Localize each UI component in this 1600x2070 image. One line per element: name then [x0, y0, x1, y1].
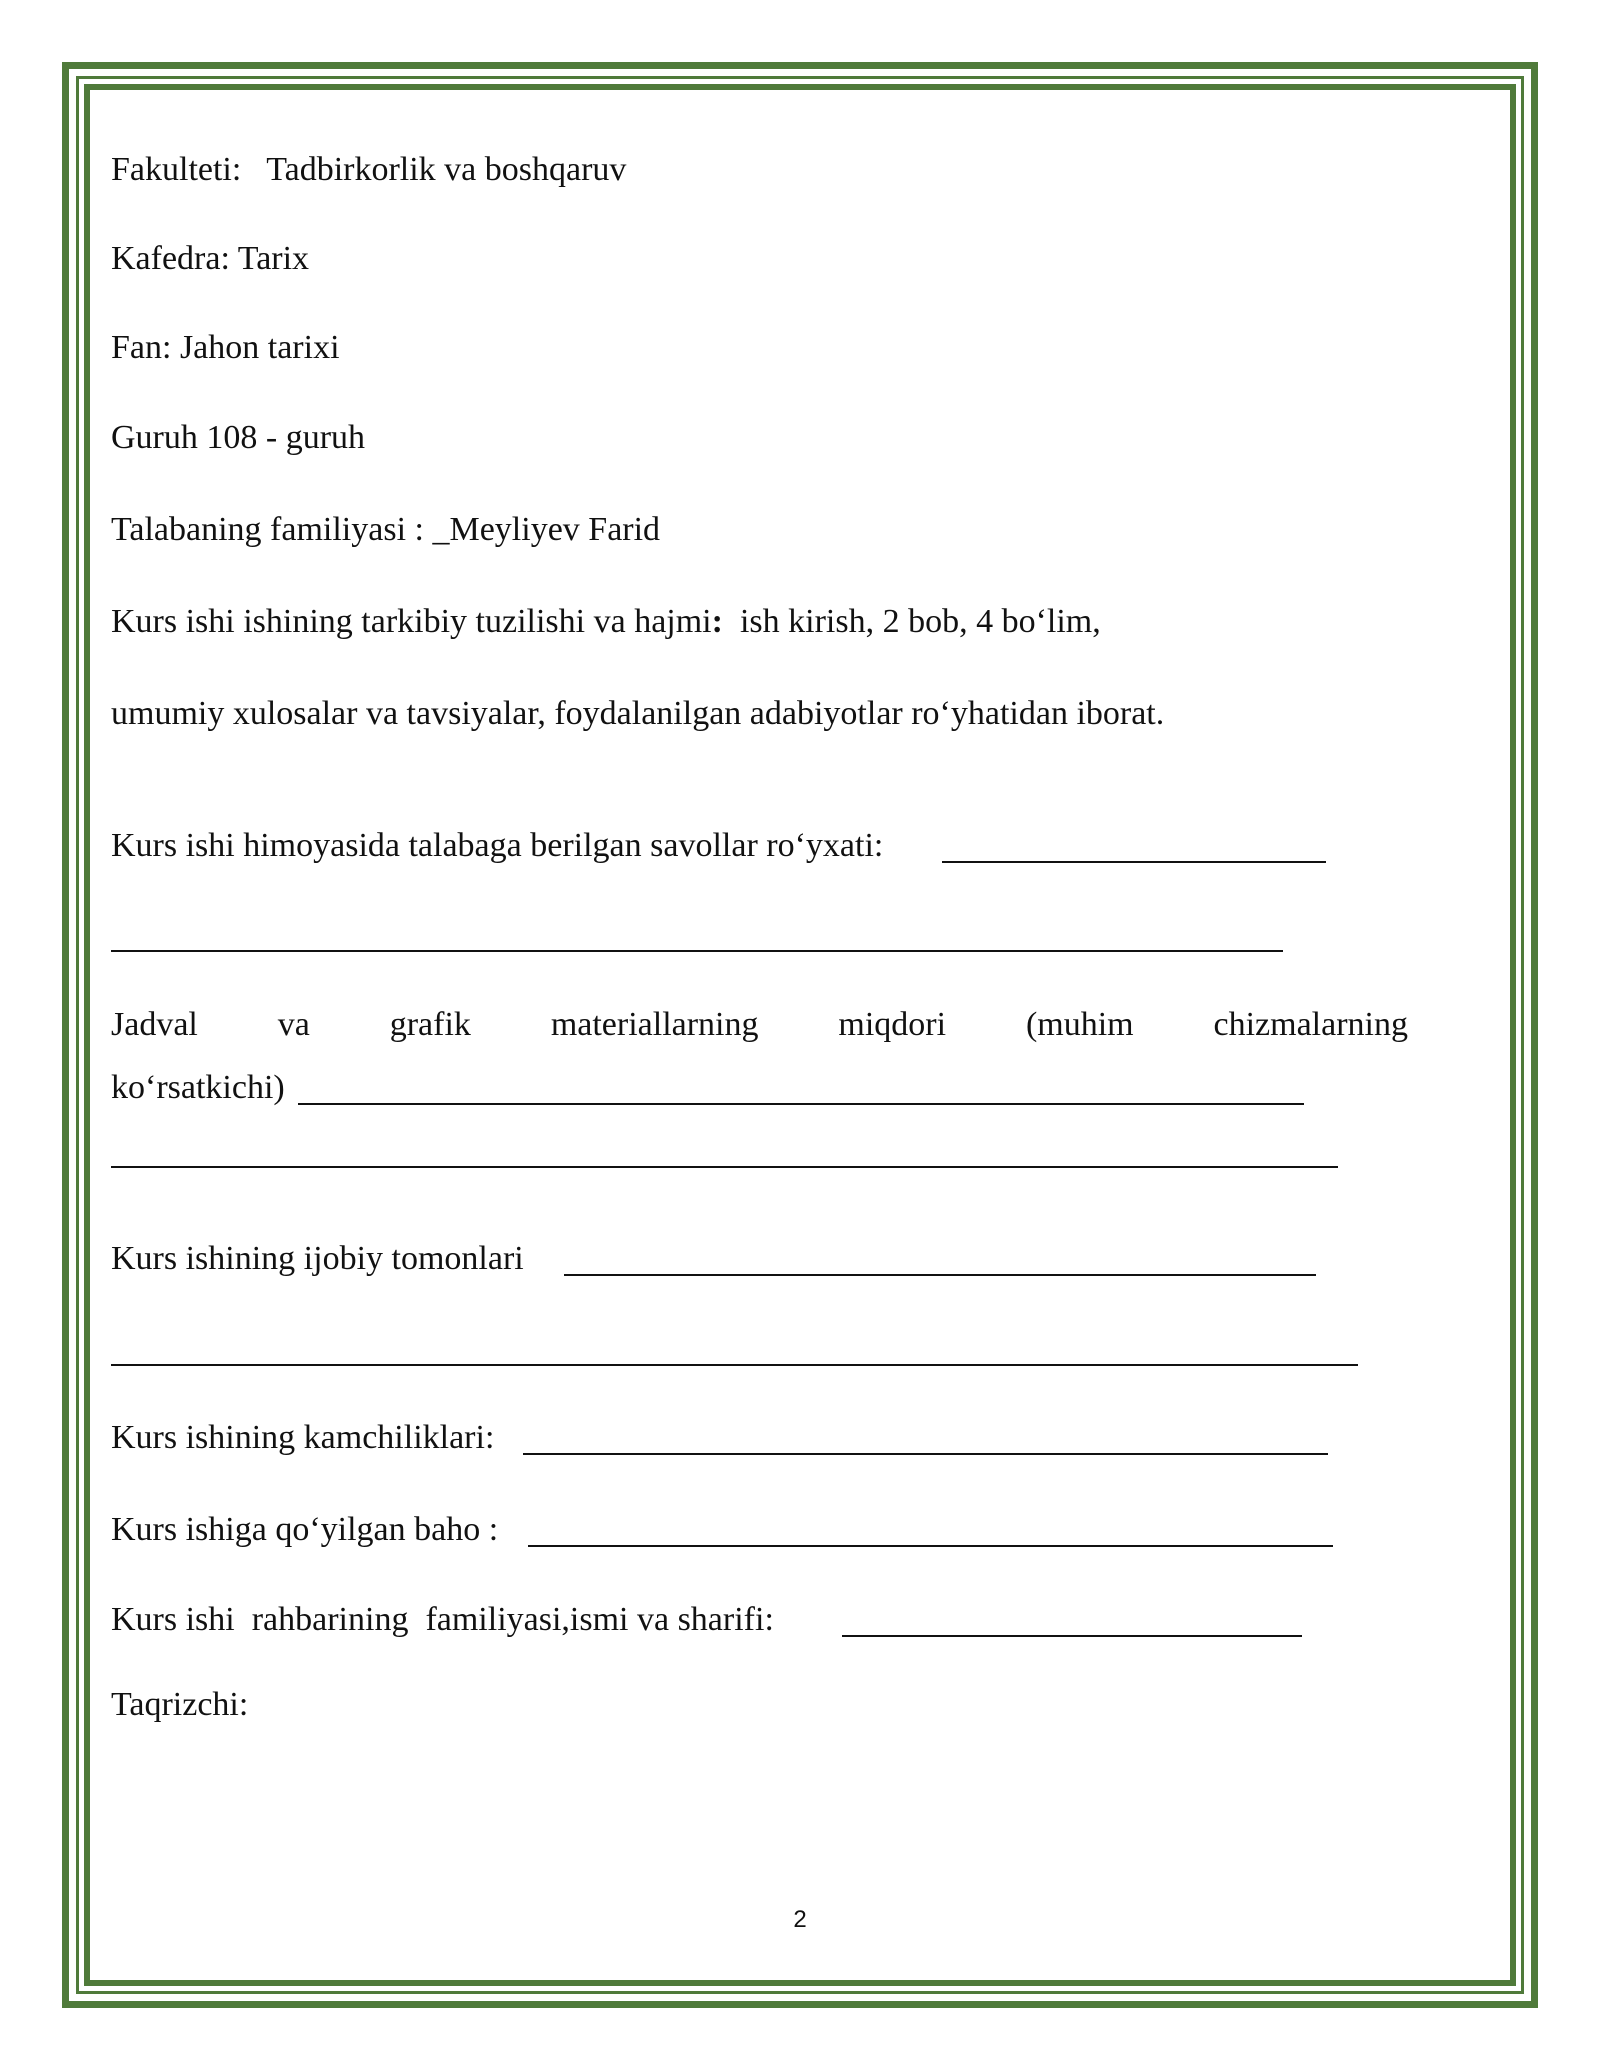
materials-word: grafik — [389, 1006, 471, 1043]
grade-blank — [528, 1545, 1333, 1547]
positives-line: Kurs ishining ijobiy tomonlari — [111, 1240, 533, 1277]
reviewer-line: Taqrizchi: — [111, 1686, 249, 1723]
positives-blank-2 — [111, 1364, 1358, 1366]
grade-line: Kurs ishiga qo‘yilgan baho : — [111, 1511, 499, 1548]
materials-word: va — [277, 1006, 310, 1043]
materials-word: Jadval — [111, 1006, 198, 1043]
supervisor-blank — [842, 1635, 1302, 1637]
supervisor-line: Kurs ishi rahbarining familiyasi,ismi va sharifi: — [111, 1601, 791, 1638]
questions-blank — [942, 861, 1326, 863]
page-number: 2 — [793, 1906, 807, 1933]
shortcomings-blank — [523, 1453, 1328, 1455]
materials-word: miqdori — [838, 1006, 947, 1043]
positives-blank — [564, 1274, 1316, 1276]
student-line — [111, 510, 660, 550]
materials-continued-line: ko‘rsatkichi) — [111, 1069, 285, 1106]
structure-prefix: Kurs ishi ishining tarkibiy tuzilishi va hajmi — [111, 603, 712, 640]
questions-blank-2 — [111, 950, 1283, 952]
materials-word: chizmalarning — [1213, 1006, 1408, 1043]
structure-colon: : — [711, 603, 723, 640]
structure-suffix: ish kirish, 2 bob, 4 bo‘lim, — [722, 603, 1101, 640]
questions-line: Kurs ishi himoyasida talabaga berilgan savollar ro‘yxati: — [111, 827, 884, 864]
materials-blank-2 — [111, 1166, 1338, 1168]
structure-line — [111, 602, 1101, 642]
materials-word: materiallarning — [550, 1006, 759, 1043]
materials-blank — [298, 1103, 1304, 1105]
student-label: Talabaning familiyasi : — [111, 511, 433, 548]
shortcomings-line: Kurs ishining kamchiliklari: — [111, 1419, 495, 1456]
materials-word: (muhim — [1025, 1006, 1134, 1043]
student-name: Meyliyev Farid — [449, 511, 661, 548]
subject-line: Fan: Jahon tarixi — [111, 329, 340, 366]
faculty-line: Fakulteti: Tadbirkorlik va boshqaruv — [111, 151, 627, 188]
student-underscore: _ — [432, 511, 450, 548]
materials-line — [111, 1005, 1408, 1045]
structure-continued-line: umumiy xulosalar va tavsiyalar, foydalanilgan adabiyotlar ro‘yhatidan iborat. — [111, 695, 1165, 732]
group-line: Guruh 108 - guruh — [111, 419, 366, 456]
department-line: Kafedra: Tarix — [111, 240, 310, 277]
